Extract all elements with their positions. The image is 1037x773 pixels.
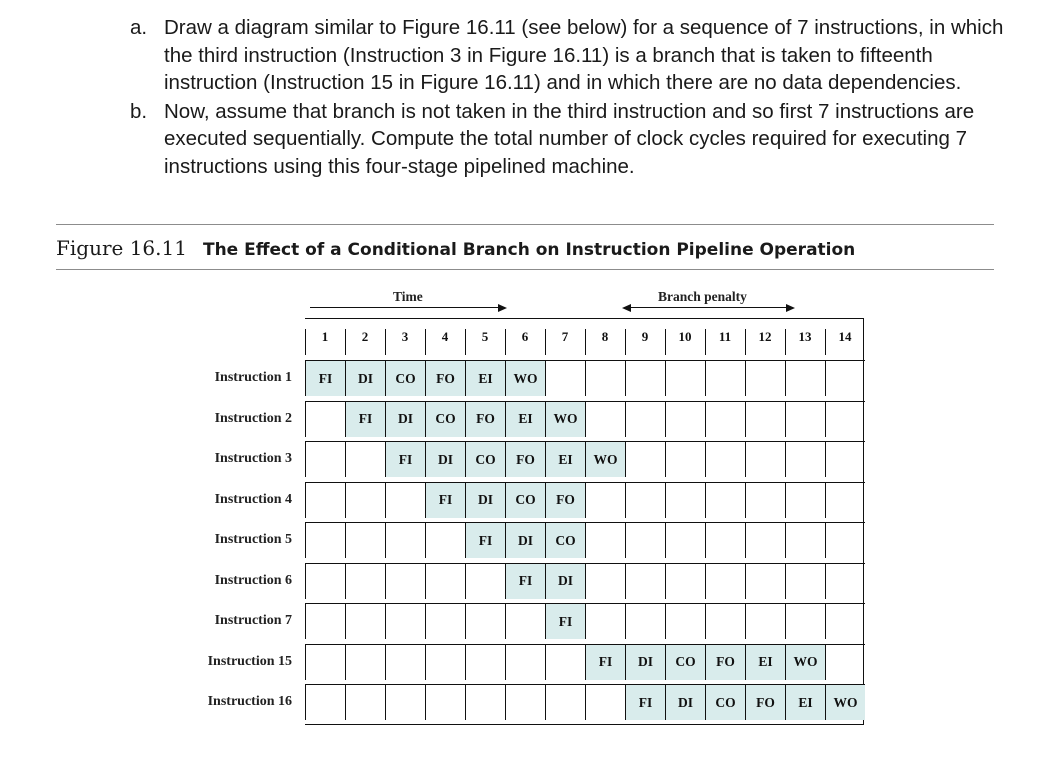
pipeline-stage-cell: CO — [665, 644, 705, 680]
cycle-separator — [825, 329, 826, 355]
cycle-separator — [785, 329, 786, 355]
pipeline-cell — [305, 684, 345, 720]
pipeline-cell — [625, 441, 665, 477]
question-marker-a: a. — [130, 16, 148, 39]
time-arrow — [310, 307, 500, 308]
pipeline-cell — [745, 603, 785, 639]
cycle-separator — [665, 329, 666, 355]
pipeline-stage-cell: DI — [385, 401, 425, 437]
pipeline-cell — [585, 401, 625, 437]
figure-title: The Effect of a Conditional Branch on Instruction Pipeline Operation — [202, 240, 856, 260]
pipeline-cell — [825, 482, 865, 518]
cycle-separator — [505, 329, 506, 355]
pipeline-stage-cell: FI — [305, 360, 345, 396]
pipeline-stage-cell: FI — [505, 563, 545, 599]
question-text — [130, 14, 1010, 180]
pipeline-cell — [625, 401, 665, 437]
pipeline-cell — [745, 563, 785, 599]
pipeline-cell — [385, 684, 425, 720]
pipeline-cell — [585, 482, 625, 518]
pipeline-stage-cell: CO — [505, 482, 545, 518]
pipeline-cell — [585, 360, 625, 396]
instruction-label: Instruction 5 — [214, 532, 292, 547]
pipeline-cell — [705, 360, 745, 396]
pipeline-cell — [745, 522, 785, 558]
pipeline-cell — [625, 522, 665, 558]
pipeline-cell — [585, 603, 625, 639]
cycle-number: 13 — [798, 329, 812, 344]
instruction-label: Instruction 1 — [214, 370, 292, 385]
pipeline-stage-cell: FO — [465, 401, 505, 437]
pipeline-cell — [625, 360, 665, 396]
pipeline-cell — [785, 563, 825, 599]
pipeline-cell — [425, 644, 465, 680]
pipeline-cell — [385, 482, 425, 518]
time-arrow-head — [498, 304, 507, 312]
pipeline-stage-cell: EI — [745, 644, 785, 680]
pipeline-cell — [665, 360, 705, 396]
pipeline-stage-cell: WO — [545, 401, 585, 437]
pipeline-stage-cell: WO — [585, 441, 625, 477]
pipeline-stage-cell: FO — [705, 644, 745, 680]
pipeline-cell — [345, 644, 385, 680]
pipeline-cell — [505, 684, 545, 720]
pipeline-stage-cell: WO — [825, 684, 865, 720]
pipeline-cell — [745, 401, 785, 437]
pipeline-stage-cell: CO — [385, 360, 425, 396]
pipeline-cell — [705, 522, 745, 558]
question-marker-b: b. — [130, 99, 148, 123]
branch-penalty-arrow — [630, 307, 788, 308]
cycle-number: 4 — [441, 329, 449, 344]
pipeline-cell — [345, 441, 385, 477]
cycle-number: 14 — [838, 329, 852, 344]
branch-penalty-label: Branch penalty — [658, 289, 747, 304]
cycle-separator — [625, 329, 626, 355]
pipeline-cell — [385, 603, 425, 639]
pipeline-cell — [345, 482, 385, 518]
pipeline-cell — [345, 522, 385, 558]
pipeline-cell — [825, 563, 865, 599]
cycle-number: 11 — [718, 329, 732, 344]
pipeline-cell — [665, 401, 705, 437]
pipeline-cell — [505, 603, 545, 639]
cycle-number: 3 — [401, 329, 409, 344]
pipeline-cell — [625, 482, 665, 518]
pipeline-stage-cell: EI — [545, 441, 585, 477]
pipeline-stage-cell: FI — [585, 644, 625, 680]
instruction-label: Instruction 6 — [214, 572, 292, 588]
pipeline-cell — [665, 563, 705, 599]
pipeline-cell — [425, 522, 465, 558]
question-text-a: Draw a diagram similar to Figure 16.11 (see below) for a sequence of 7 instructions, in which the third instruction (Instruction 3 in Figure 16.11) is a branch that is taken to fifteenth instruction (Instruction 15 in Figure 16.11) and in which there are no data dependencies. — [164, 16, 1004, 94]
pipeline-stage-cell: DI — [345, 360, 385, 396]
pipeline-stage-cell: FO — [425, 360, 465, 396]
pipeline-cell — [465, 684, 505, 720]
pipeline-cell — [785, 401, 825, 437]
pipeline-cell — [505, 644, 545, 680]
caption-rule-top — [56, 224, 994, 225]
pipeline-cell — [705, 401, 745, 437]
pipeline-stage-cell: FI — [345, 401, 385, 437]
pipeline-cell — [825, 522, 865, 558]
cycle-number: 1 — [321, 329, 329, 344]
pipeline-cell — [425, 684, 465, 720]
pipeline-cell — [825, 360, 865, 396]
cycle-number: 10 — [678, 329, 692, 344]
pipeline-stage-cell: FI — [425, 482, 465, 518]
instruction-label: Instruction 15 — [207, 653, 292, 669]
pipeline-stage-cell: EI — [505, 401, 545, 437]
pipeline-stage-cell: FI — [465, 522, 505, 558]
pipeline-stage-cell: FO — [745, 684, 785, 720]
pipeline-cell — [385, 644, 425, 680]
cycle-number: 9 — [641, 329, 649, 344]
pipeline-cell — [585, 522, 625, 558]
question-item-a — [130, 14, 1010, 97]
pipeline-stage-cell: DI — [425, 441, 465, 477]
pipeline-cell — [745, 482, 785, 518]
pipeline-cell — [545, 644, 585, 680]
pipeline-cell — [305, 563, 345, 599]
cycle-separator — [545, 329, 546, 355]
pipeline-cell — [785, 482, 825, 518]
pipeline-cell — [465, 644, 505, 680]
cycle-separator — [425, 329, 426, 355]
pipeline-cell — [425, 563, 465, 599]
cycle-separator — [385, 329, 386, 355]
pipeline-cell — [465, 603, 505, 639]
pipeline-stage-cell: FI — [385, 441, 425, 477]
pipeline-cell — [545, 684, 585, 720]
cycle-separator — [465, 329, 466, 355]
pipeline-stage-cell: EI — [465, 360, 505, 396]
pipeline-cell — [625, 603, 665, 639]
pipeline-cell — [825, 603, 865, 639]
instruction-label: Instruction 7 — [214, 613, 292, 628]
cycle-separator — [585, 329, 586, 355]
pipeline-cell — [385, 522, 425, 558]
pipeline-stage-cell: CO — [465, 441, 505, 477]
pipeline-cell — [705, 563, 745, 599]
pipeline-cell — [785, 603, 825, 639]
cycle-number: 6 — [521, 329, 529, 344]
pipeline-stage-cell: WO — [785, 644, 825, 680]
pipeline-cell — [665, 522, 705, 558]
branch-penalty-arrow-head-left — [622, 304, 631, 312]
pipeline-cell — [345, 563, 385, 599]
figure-number: Figure 16.11 — [56, 236, 187, 260]
pipeline-cell — [745, 441, 785, 477]
pipeline-stage-cell: WO — [505, 360, 545, 396]
cycle-number: 7 — [561, 329, 569, 344]
pipeline-cell — [585, 563, 625, 599]
pipeline-stage-cell: CO — [545, 522, 585, 558]
cycle-number: 2 — [361, 329, 369, 344]
cycle-number: 12 — [758, 329, 772, 344]
cycle-separator — [345, 329, 346, 355]
instruction-label: Instruction 2 — [214, 410, 292, 426]
instruction-label: Instruction 4 — [214, 491, 292, 507]
pipeline-stage-cell: DI — [465, 482, 505, 518]
pipeline-cell — [785, 360, 825, 396]
cycle-number: 5 — [481, 329, 489, 344]
pipeline-stage-cell: CO — [425, 401, 465, 437]
pipeline-stage-cell: CO — [705, 684, 745, 720]
branch-penalty-arrow-head-right — [786, 304, 795, 312]
time-label: Time — [393, 289, 423, 304]
pipeline-cell — [305, 401, 345, 437]
figure-caption — [56, 236, 855, 260]
pipeline-cell — [825, 401, 865, 437]
pipeline-stage-cell: DI — [545, 563, 585, 599]
clock-cycle-header — [305, 329, 869, 355]
cycle-separator — [705, 329, 706, 355]
pipeline-cell — [345, 603, 385, 639]
pipeline-cell — [825, 441, 865, 477]
pipeline-cell — [545, 360, 585, 396]
pipeline-cell — [305, 603, 345, 639]
pipeline-stage-cell: DI — [625, 644, 665, 680]
pipeline-cell — [705, 603, 745, 639]
pipeline-stage-cell: FO — [545, 482, 585, 518]
pipeline-cell — [305, 482, 345, 518]
pipeline-cell — [385, 563, 425, 599]
pipeline-cell — [785, 522, 825, 558]
pipeline-cell — [625, 563, 665, 599]
pipeline-cell — [465, 563, 505, 599]
pipeline-stage-cell: EI — [785, 684, 825, 720]
pipeline-cell — [665, 441, 705, 477]
pipeline-stage-cell: FO — [505, 441, 545, 477]
pipeline-cell — [825, 644, 865, 680]
question-item-b — [130, 98, 1010, 181]
pipeline-cell — [305, 522, 345, 558]
pipeline-cell — [305, 441, 345, 477]
pipeline-cell — [785, 441, 825, 477]
pipeline-cell — [705, 482, 745, 518]
pipeline-cell — [665, 482, 705, 518]
pipeline-cell — [665, 603, 705, 639]
caption-rule-bottom — [56, 269, 994, 270]
cycle-number: 8 — [601, 329, 609, 344]
question-text-b: Now, assume that branch is not taken in the third instruction and so first 7 instructions are executed sequentially. Compute the total number of clock cycles required for executing 7 instructions using this four-stage pipelined machine. — [164, 99, 975, 178]
pipeline-stage-cell: FI — [545, 603, 585, 639]
instruction-label: Instruction 16 — [207, 694, 292, 709]
pipeline-cell — [305, 644, 345, 680]
cycle-separator — [305, 329, 306, 355]
pipeline-cell — [705, 441, 745, 477]
pipeline-cell — [745, 360, 785, 396]
pipeline-cell — [425, 603, 465, 639]
instruction-label: Instruction 3 — [214, 451, 292, 466]
cycle-separator — [745, 329, 746, 355]
pipeline-stage-cell: FI — [625, 684, 665, 720]
pipeline-stage-cell: DI — [505, 522, 545, 558]
pipeline-stage-cell: DI — [665, 684, 705, 720]
pipeline-cell — [585, 684, 625, 720]
pipeline-cell — [345, 684, 385, 720]
